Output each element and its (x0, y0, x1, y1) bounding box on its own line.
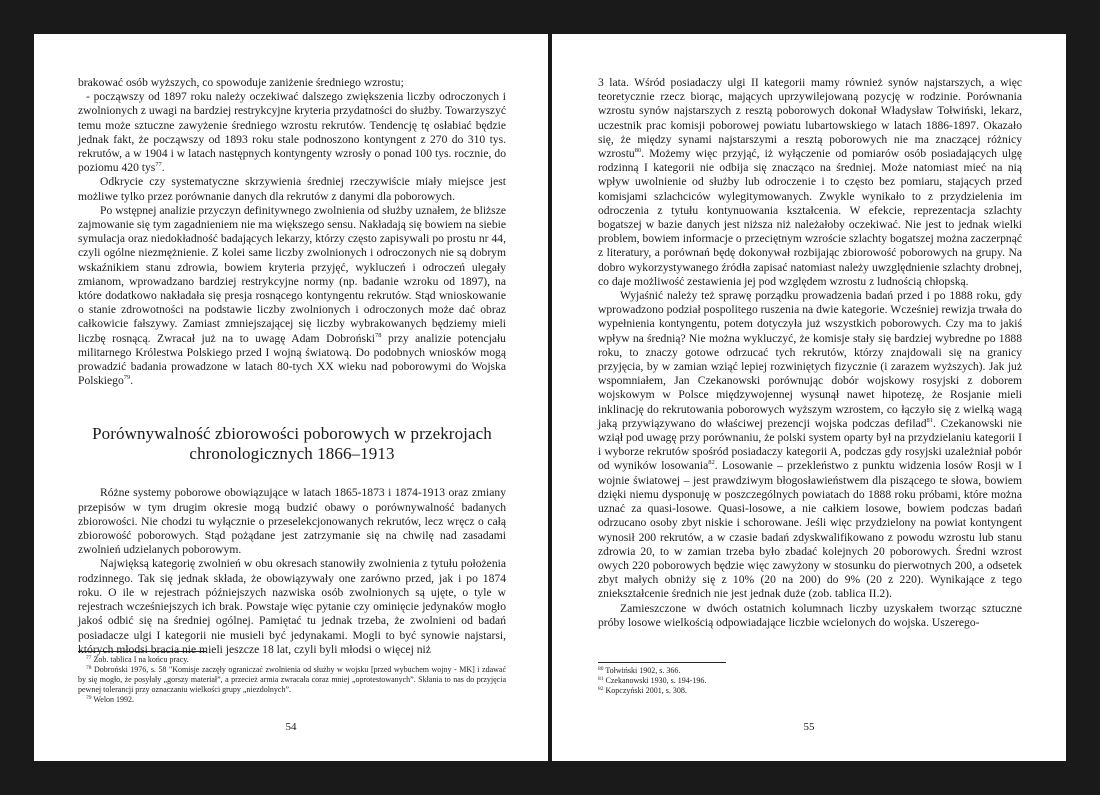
footnote-number: 81 (598, 676, 604, 682)
paragraph-text: . Możemy więc przyjąć, iż wyłączenie od pomiarów osób posiadających ulgę rodzinną I kategorii nie odbija się znacząco na średniej. Może natomiast mieć na nią wpływ uwolnienie od służby lub odroczenie i to często bez pomiaru, stających przed komisjami szlachciców wylegitymowanych. Zwykle wynikało to z przydzielenia im odroczenia z tytułu kontynuowania kształcenia. W efekcie, reprezentacja szlachty bogatszej w bazie danych jest niższa niż należałoby oczekiwać. Nie jest to jednak wielki problem, bowiem informacje o przeciętnym wzroście szlachty bogatszej można zaczerpnąć z literatury, a porównań będę dokonywał rozbijając zbiorowość poborowych na grupy. Na dobro wykorzystywanego źródła zapisać natomiast należy uwzględnienie szlachty drobnej, co daje możliwość zestawienia jej pod względem wzrostu z ludnością chłopską. (598, 147, 1022, 288)
paragraph: Różne systemy poborowe obowiązujące w latach 1865-1873 i 1874-1913 oraz zmiany przepisów w tym drugim okresie mogą budzić obawy o porównywalność badanych zbiorowości. Nie chodzi tu wyłącznie o przeselekcjonowanych rekrutów, lecz wręcz o całą zbiorowość poborowych. Stąd pożądane jest zatrzymanie się na chwilę nad zasadami zwolnień udzielanych poborowym. (78, 486, 506, 557)
footnote (78, 665, 506, 695)
footnote-number: 80 (598, 666, 604, 672)
paragraph-text: - począwszy od 1897 roku należy oczekiwać dalszego zwiększenia liczby odroczonych i zwolnionych z uwagi na bardziej restrykcyjne kryteria przydatności do służby. Towarzyszyć temu może sztuczne zawyżenie średniego wzrostu rekrutów. Tendencję tę osłabiać będzie jednak fakt, że począwszy od 1893 roku stale podnoszono kontyngent z 270 do 310 tys. rekrutów, a w 1904 i w latach następnych kontyngenty wzrosły o ponad 100 tys. rocznie, do poziomu 420 tys (78, 90, 507, 175)
paragraph-text: Wyjaśnić należy też sprawę porządku prowadzenia badań przed i po 1888 roku, gdy wprowadzono podział pospolitego ruszenia na dwie kategorie. Wcześniej rewizja trwała do wypełnienia kontyngentu, potem dotyczyła już wszystkich poborowych. Czy ma to jakiś wpływ na średnią? Nie można wykluczyć, że komisje stały się bardziej wybredne po 1888 roku, to znaczy gotowe odrzucać tych rekrutów, którzy znajdowali się na granicy przyjęcia, by w zamian wziąć lepiej rozwiniętych fizycznie (i zarazem wyższych). Jak już wspomniałem, Jan Czekanowski porównując dobór wojskowy rosyjski z doborem wojskowym w Polsce międzywojennej wysunął nawet hipotezę, że Rosjanie mieli inklinację do rekrutowania poborowych wyższym wzrostem, co łączyło się z wielką wagą jaką przywiązywano do właściwej prezencji wojska podczas defilad (598, 289, 1022, 430)
footnote (78, 655, 506, 665)
footnote-text: Dobroński 1976, s. 58 "Komisje zaczęły ograniczać zwolnienia od służby w wojsku [przed wybuchem wojny - MK] i zdawać by się mogło, że posyłały „gorszy materiał”, a przecież armia zwracała coraz mniej „oprotestowanych”. Skłania to nas do przyjęcia pewnej tolerancji przy oznaczaniu wielkości grupy „niezdolnych”. (78, 665, 506, 694)
footnote-text: Tołwiński 1902, s. 366. (603, 666, 681, 675)
paragraph (598, 76, 1022, 289)
footnote-number: 79 (86, 695, 92, 701)
footnote-ref: 79 (123, 374, 131, 382)
footnote-text: Welon 1992. (91, 695, 135, 704)
footnote-number: 78 (86, 665, 92, 671)
paragraph: brakować osób wyższych, co spowoduje zaniżenie średniego wzrostu; (78, 76, 404, 89)
footnote-text: Czekanowski 1930, s. 194-196. (603, 676, 707, 685)
footnote (598, 676, 1022, 686)
paragraph: Odkrycie czy systematyczne skrzywienia średniej rzeczywiście miały miejsce jest możliwe tylko przez porównanie danych dla rekrutów z danymi dla poborowych. (78, 175, 506, 203)
paragraph-text: 3 lata. Wśród posiadaczy ulgi II kategorii mamy również synów najstarszych, a więc teoretycznie rzecz biorąc, mających uprzywilejowaną pozycję w rodzinie. Porównania wzrostu synów najstarszych z resztą poborowych dokonał Władysław Tołwiński, lekarz, uczestnik prac komisji poborowej powiatu lubartowskiego w latach 1886-1897. Okazało się, że między synami najstarszymi a resztą poborowych nie ma znaczącej różnicy wzrostu (598, 76, 1022, 161)
footnote-ref: 77 (155, 161, 162, 169)
section-heading: Porównywalność zbiorowości poborowych w przekrojach chronologicznych 1866–1913 (92, 424, 492, 464)
paragraph-text: Po wstępnej analizie przyczyn definitywnego zwolnienia od służby uznałem, że bliższe zajmowanie się tym zagadnieniem nie ma większego sensu. Nakładają się bowiem na siebie symulacja oraz niedokładność badających lekarzy, którzy często zapisywali po prostu nr 44, czyli ogólne niezmężnienie. Z kolei same liczby zwolnionych i odroczonych nie są dobrym wskaźnikiem stanu zdrowia, bowiem kryteria przyjęć, wykluczeń i odroczeń ulegały zmianom, wprowadzano bardziej restrykcyjne normy (np. badanie wzroku od 1897), na które dodatkowo nakładała się presja rosnącego kontyngentu rekrutów. Stąd wnioskowanie o stanie zdrowotności na podstawie liczby zwolnionych i odroczonych może dać obraz całkowicie fałszywy. Zamiast zmniejszającej się liczby wybrakowanych będziemy mieli liczbę rosnącą. Zwracał już na to uwagę Adam Dobroński (78, 203, 506, 345)
paragraph: Po wstępnej analizie przyczyn definitywnego zwolnienia od służby uznałem, że bliższe zajmowanie się tym zagadnieniem nie ma większego sensu. Nakładają się bowiem na siebie symulacja oraz niedokładność badających lekarzy, którzy często zapisywali po prostu nr 44, czyli ogólne niezmężnienie. Z kolei same liczby zwolnionych i odroczonych nie są dobrym wskaźnikiem stanu zdrowia, bowiem kryteria przyjęć, wykluczeń i odroczeń ulegały zmianom, wprowadzano bardziej restrykcyjne normy (np. badanie wzroku od 1897), na które dodatkowo nakładała się presja rosnącego kontyngentu rekrutów. Stąd wnioskowanie o stanie zdrowotności na podstawie liczby zwolnionych i odroczonych może dać obraz całkowicie fałszywy. Zamiast zmniejszającej się liczby wybrakowanych będziemy mieli liczbę rosnącą. Zwracał już na to uwagę Adam Dobroński$^{78}$ przy analizie potencjału militarnego Królestwa Polskiego przed I wojną światową. Do podobnych wniosków mogą prowadzić badania prowadzone w latach 80-tych XX wieku nad poborowymi do Wojska Polskiego$^{79}$. (78, 203, 506, 388)
paragraph: Najwięksą kategorię zwolnień w obu okresach stanowiły zwolnienia z tytułu położenia rodzinnego. Tak się jednak składa, że obowiązywały one zarówno przed, jak i po 1874 roku. O ile w rejestrach późniejszych nazwiska osób zwolnionych są ujęte, o tyle w rejestrach wcześniejszych ich brak. Powstaje więc pytanie czy ominięcie jedynaków mogło jakoś odbić się na średniej ogólnej. Pamiętać tu jednak trzeba, że zwolnieni od badań posiadacze ulgi I kategorii nie musieli być jedynakami. Mogli to być synowie najstarsi, których młodsi bracia nie mieli jeszcze 18 lat, czyli byli młodsi o więcej niż (78, 557, 506, 656)
footnote-text: Zob. tablica I na końcu pracy. (91, 655, 189, 664)
paragraph-text: przy analizie potencjału militarnego Królestwa Polskiego przed I wojną światową. Do podobnych wniosków mogą prowadzić badania prowadzone w latach 80-tych XX wieku nad poborowymi do Wojska Polskiego (78, 331, 506, 388)
paragraph-text: . Losowanie – przekleństwo z punktu widzenia losów Rosji w I wojnie światowej – jest prawdziwym błogosławieństwem dla piszącego te słowa, bowiem dzięki niemu dysponuję w poszczególnych powiatach do 1888 roku próbami, które można uznać za quasi-losowe. Quasi-losowe, a nie całkiem losowe, bowiem podczas badań odrzucano osoby zbyt niskie i schorowane. Jeśli więc przydzielony na powiat kontyngent wynosił 200 rekrutów, a w czasie badań zdyskwalifikowano z powodu wzrostu lub stanu zdrowia 20, to w zamian trzeba było zbadać kolejnych 20 poborowych. Średni wzrost owych 220 poborowych będzie więc zawyżony w stosunku do pierwotnych 200, a odsetek zbyt małych obniży się z 10% (20 na 200) do 9% (20 z 220). Wynikające z tego zniekształcenie średnich nie jest jednak duże (zob. tablica II.2). (598, 459, 1022, 601)
footnote-ref: 82 (708, 459, 715, 467)
left-page (34, 34, 548, 761)
page-number: 55 (803, 721, 815, 733)
footnotes (78, 651, 506, 705)
footnote (598, 666, 1022, 676)
footnote-ref: 78 (375, 331, 382, 339)
paragraph: - począwszy od 1897 roku należy oczekiwać dalszego zwiększenia liczby odroczonych i zwolnionych z uwagi na bardziej restrykcyjne kryteria przydatności do służby. Towarzyszyć temu może sztuczne zawyżenie średniego wzrostu rekrutów. Tendencję tę osłabiać będzie jednak fakt, że począwszy od 1893 roku stale podnoszono kontyngent z 270 do 310 tys. rekrutów, a w 1904 i w latach następnych kontyngenty wzrosły o ponad 100 tys. rocznie, do poziomu 420 tys$^{77}$. (78, 90, 507, 175)
footnote (78, 695, 506, 705)
right-page (552, 34, 1066, 761)
footnotes (598, 662, 1022, 696)
footnote-number: 77 (86, 655, 92, 661)
paragraph (598, 289, 1022, 601)
paragraph: Zamieszczone w dwóch ostatnich kolumnach liczby uzyskałem tworząc sztuczne próby losowe wielkością odpowiadające liczbie wcielonych do wojska. Uszerego- (598, 601, 1022, 629)
footnote-rule (78, 651, 206, 652)
page-number: 54 (285, 721, 297, 733)
footnote (598, 686, 1022, 696)
footnote-number: 82 (598, 686, 604, 692)
footnote-rule (598, 662, 726, 663)
footnote-ref: 81 (926, 416, 934, 424)
paragraph-text: . Czekanowski nie wziął pod uwagę przy porównaniu, że polski system oparty był na przydzielaniu kategorii I i wyborze rekrutów spośród posiadaczy kategorii A, podczas gdy rosyjski uzależniał pobór od wyników losowania (598, 416, 1022, 473)
footnote-text: Kopczyński 2001, s. 308. (603, 686, 687, 695)
footnote-ref: 80 (634, 147, 642, 155)
